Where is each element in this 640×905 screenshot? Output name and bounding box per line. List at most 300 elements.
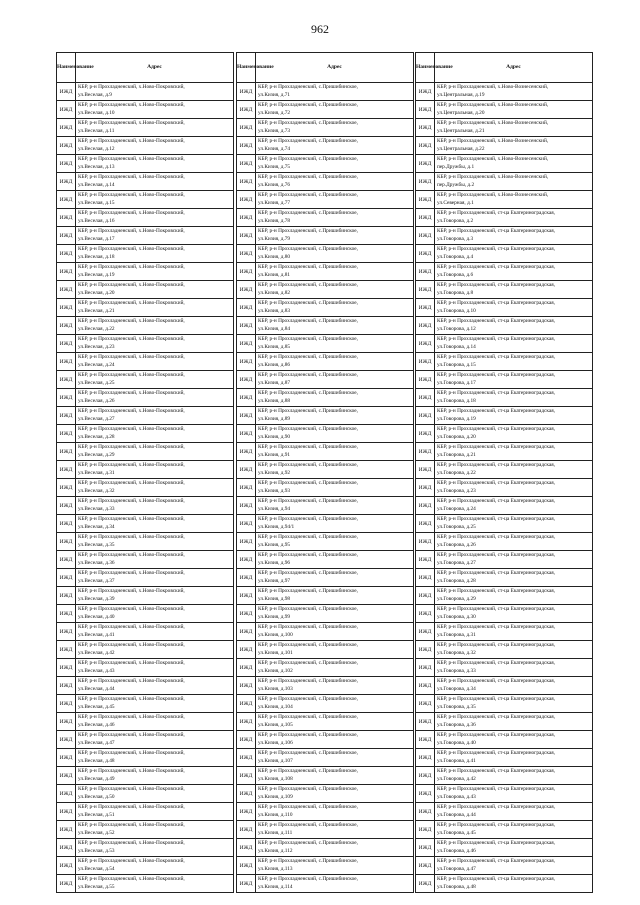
address-line-1: КБР, р-н Прохладненский, ст-ца Екатериноградская, xyxy=(437,498,556,504)
address-cell xyxy=(76,515,234,533)
table-row xyxy=(237,227,414,245)
object-kind-cell: ИЖД xyxy=(57,641,76,659)
address-line-2: ул.Кизия, д.72 xyxy=(258,110,291,116)
object-kind-cell: ИЖД xyxy=(237,263,256,281)
table-row xyxy=(237,317,414,335)
address-line-2: ул.Говорова, д.36 xyxy=(437,722,476,728)
table-row xyxy=(416,731,593,749)
address-line-1: КБР, р-н Прохладненский, ст-ца Екатериноградская, xyxy=(437,246,556,252)
object-kind-cell: ИЖД xyxy=(57,155,76,173)
table-row xyxy=(416,497,593,515)
table-row xyxy=(416,299,593,317)
table-row xyxy=(237,443,414,461)
address-line-1: КБР, р-н Прохладненский, ст-ца Екатериноградская, xyxy=(437,444,556,450)
address-line-1: КБР, р-н Прохладненский, с.Пришибинское, xyxy=(258,642,358,648)
address-cell xyxy=(256,191,414,209)
address-cell xyxy=(256,623,414,641)
table-row xyxy=(57,857,234,875)
address-line-1: КБР, р-н Прохладненский, с.Пришибинское, xyxy=(258,786,358,792)
address-line-2: ул.Веселая, д.27 xyxy=(78,416,115,422)
address-cell xyxy=(256,443,414,461)
table-row xyxy=(57,263,234,281)
object-kind-cell: ИЖД xyxy=(57,497,76,515)
table-row xyxy=(57,191,234,209)
table-row xyxy=(416,749,593,767)
address-line-1: КБР, р-н Прохладненский, х.Ново-Вознесенский, xyxy=(437,192,549,198)
address-cell xyxy=(76,479,234,497)
object-kind-cell: ИЖД xyxy=(416,533,435,551)
address-cell xyxy=(435,389,593,407)
address-line-1: КБР, р-н Прохладненский, х.Ново-Покровский, xyxy=(78,750,185,756)
object-kind-cell: ИЖД xyxy=(237,101,256,119)
address-line-2: ул.Кизия, д.101 xyxy=(258,650,293,656)
object-kind-cell: ИЖД xyxy=(57,533,76,551)
table-row xyxy=(237,407,414,425)
object-kind-cell: ИЖД xyxy=(57,317,76,335)
object-kind-cell: ИЖД xyxy=(237,623,256,641)
address-line-2: ул.Говорова, д.34 xyxy=(437,686,476,692)
address-line-2: ул.Говорова, д.43 xyxy=(437,794,476,800)
address-line-2: ул.Говорова, д.47 xyxy=(437,866,476,872)
header-address: Адрес xyxy=(76,53,234,83)
address-line-2: ул.Кизия, д.78 xyxy=(258,218,291,224)
object-kind-cell: ИЖД xyxy=(57,461,76,479)
object-kind-cell: ИЖД xyxy=(57,425,76,443)
object-kind-cell: ИЖД xyxy=(416,587,435,605)
address-line-2: ул.Веселая, д.43 xyxy=(78,668,115,674)
object-kind-cell: ИЖД xyxy=(237,497,256,515)
address-line-1: КБР, р-н Прохладненский, ст-ца Екатериноградская, xyxy=(437,768,556,774)
address-line-1: КБР, р-н Прохладненский, с.Пришибинское, xyxy=(258,750,358,756)
table-row xyxy=(416,101,593,119)
address-line-2: ул.Кизия, д.77 xyxy=(258,200,291,206)
address-line-1: КБР, р-н Прохладненский, ст-ца Екатериноградская, xyxy=(437,804,556,810)
object-kind-cell: ИЖД xyxy=(237,533,256,551)
address-line-1: КБР, р-н Прохладненский, с.Пришибинское, xyxy=(258,282,358,288)
address-line-2: ул.Говорова, д.25 xyxy=(437,524,476,530)
table-row xyxy=(416,479,593,497)
address-cell xyxy=(256,209,414,227)
address-cell xyxy=(435,443,593,461)
address-line-1: КБР, р-н Прохладненский, ст-ца Екатериноградская, xyxy=(437,408,556,414)
address-line-1: КБР, р-н Прохладненский, с.Пришибинское, xyxy=(258,840,358,846)
object-kind-cell: ИЖД xyxy=(57,821,76,839)
table-row xyxy=(416,443,593,461)
address-cell xyxy=(256,551,414,569)
address-cell xyxy=(256,731,414,749)
address-cell xyxy=(256,533,414,551)
table-row xyxy=(416,119,593,137)
address-cell xyxy=(76,227,234,245)
object-kind-cell: ИЖД xyxy=(57,263,76,281)
address-cell xyxy=(256,587,414,605)
table-row xyxy=(237,785,414,803)
address-cell xyxy=(76,857,234,875)
object-kind-cell: ИЖД xyxy=(416,371,435,389)
object-kind-cell: ИЖД xyxy=(237,659,256,677)
address-line-2: ул.Кизия, д.113 xyxy=(258,866,293,872)
address-cell xyxy=(256,101,414,119)
address-cell xyxy=(256,155,414,173)
object-kind-cell: ИЖД xyxy=(57,353,76,371)
address-line-1: КБР, р-н Прохладненский, с.Пришибинское, xyxy=(258,714,358,720)
address-line-2: ул.Говорова, д.6 xyxy=(437,272,474,278)
object-kind-cell: ИЖД xyxy=(57,137,76,155)
table-row xyxy=(57,875,234,893)
address-cell xyxy=(435,821,593,839)
address-line-2: ул.Говорова, д.42 xyxy=(437,776,476,782)
address-line-2: ул.Кизия, д.103 xyxy=(258,686,293,692)
table-row xyxy=(57,461,234,479)
object-kind-cell: ИЖД xyxy=(57,479,76,497)
table-row xyxy=(57,551,234,569)
address-line-1: КБР, р-н Прохладненский, ст-ца Екатериноградская, xyxy=(437,696,556,702)
object-kind-cell: ИЖД xyxy=(237,839,256,857)
address-line-2: ул.Веселая, д.45 xyxy=(78,704,115,710)
address-line-2: ул.Говорова, д.14 xyxy=(437,344,476,350)
address-line-2: ул.Кизия, д.80 xyxy=(258,254,291,260)
address-line-1: КБР, р-н Прохладненский, ст-ца Екатериноградская, xyxy=(437,732,556,738)
address-line-2: ул.Кизия, д.84 xyxy=(258,326,291,332)
header-kind: Наименование xyxy=(416,53,435,83)
address-cell xyxy=(76,443,234,461)
table-row xyxy=(416,839,593,857)
table-row xyxy=(57,119,234,137)
address-line-2: ул.Кизия, д.97 xyxy=(258,578,291,584)
address-line-1: КБР, р-н Прохладненский, х.Ново-Покровский, xyxy=(78,570,185,576)
address-line-1: КБР, р-н Прохладненский, х.Ново-Покровский, xyxy=(78,480,185,486)
address-cell xyxy=(435,839,593,857)
table-row xyxy=(237,551,414,569)
address-cell xyxy=(435,173,593,191)
address-cell xyxy=(256,821,414,839)
address-cell xyxy=(76,371,234,389)
address-line-2: ул.Веселая, д.48 xyxy=(78,758,115,764)
address-line-1: КБР, р-н Прохладненский, х.Ново-Покровский, xyxy=(78,192,185,198)
object-kind-cell: ИЖД xyxy=(57,173,76,191)
header-kind: Наименование xyxy=(237,53,256,83)
object-kind-cell: ИЖД xyxy=(57,83,76,101)
address-cell xyxy=(256,335,414,353)
object-kind-cell: ИЖД xyxy=(237,245,256,263)
address-line-1: КБР, р-н Прохладненский, х.Ново-Покровский, xyxy=(78,696,185,702)
object-kind-cell: ИЖД xyxy=(237,767,256,785)
table-row xyxy=(237,713,414,731)
address-line-2: ул.Говорова, д.21 xyxy=(437,452,476,458)
address-cell xyxy=(76,677,234,695)
address-cell xyxy=(256,497,414,515)
table-row xyxy=(57,497,234,515)
address-line-1: КБР, р-н Прохладненский, х.Ново-Вознесенский, xyxy=(437,120,549,126)
address-line-2: ул.Северная, д.1 xyxy=(437,200,474,206)
address-line-1: КБР, р-н Прохладненский, ст-ца Екатериноградская, xyxy=(437,282,556,288)
address-cell xyxy=(435,875,593,893)
address-line-2: ул.Кизия, д.110 xyxy=(258,812,293,818)
address-line-1: КБР, р-н Прохладненский, х.Ново-Покровский, xyxy=(78,264,185,270)
address-line-1: КБР, р-н Прохладненский, х.Ново-Покровский, xyxy=(78,102,185,108)
object-kind-cell: ИЖД xyxy=(57,659,76,677)
object-kind-cell: ИЖД xyxy=(416,137,435,155)
object-kind-cell: ИЖД xyxy=(237,299,256,317)
address-line-2: ул.Говорова, д.44 xyxy=(437,812,476,818)
table-row xyxy=(237,461,414,479)
address-cell xyxy=(435,119,593,137)
address-line-1: КБР, р-н Прохладненский, х.Ново-Покровский, xyxy=(78,156,185,162)
address-cell xyxy=(435,407,593,425)
table-row xyxy=(57,569,234,587)
address-line-2: ул.Говорова, д.35 xyxy=(437,704,476,710)
address-line-1: КБР, р-н Прохладненский, ст-ца Екатериноградская, xyxy=(437,318,556,324)
object-kind-cell: ИЖД xyxy=(237,641,256,659)
object-kind-cell: ИЖД xyxy=(237,857,256,875)
table-row xyxy=(237,263,414,281)
address-line-1: КБР, р-н Прохладненский, с.Пришибинское, xyxy=(258,822,358,828)
table-row xyxy=(237,641,414,659)
address-line-2: ул.Говорова, д.29 xyxy=(437,596,476,602)
address-cell xyxy=(435,227,593,245)
address-line-2: ул.Веселая, д.26 xyxy=(78,398,115,404)
address-cell xyxy=(435,281,593,299)
table-row xyxy=(237,731,414,749)
table-row xyxy=(237,101,414,119)
address-line-2: ул.Веселая, д.9 xyxy=(78,92,112,98)
address-line-1: КБР, р-н Прохладненский, х.Ново-Покровский, xyxy=(78,732,185,738)
address-cell xyxy=(76,245,234,263)
address-line-2: ул.Веселая, д.10 xyxy=(78,110,115,116)
address-line-2: ул.Говорова, д.45 xyxy=(437,830,476,836)
table-row xyxy=(416,641,593,659)
object-kind-cell: ИЖД xyxy=(57,677,76,695)
address-cell xyxy=(76,767,234,785)
object-kind-cell: ИЖД xyxy=(57,587,76,605)
address-line-2: ул.Веселая, д.13 xyxy=(78,164,115,170)
address-cell xyxy=(76,317,234,335)
address-cell xyxy=(76,281,234,299)
address-line-2: ул.Говорова, д.40 xyxy=(437,740,476,746)
address-line-2: ул.Веселая, д.18 xyxy=(78,254,115,260)
address-cell xyxy=(435,515,593,533)
address-line-1: КБР, р-н Прохладненский, ст-ца Екатериноградская, xyxy=(437,462,556,468)
address-line-1: КБР, р-н Прохладненский, с.Пришибинское, xyxy=(258,210,358,216)
address-cell xyxy=(76,803,234,821)
table-row xyxy=(237,155,414,173)
address-line-2: ул.Кизия, д.107 xyxy=(258,758,293,764)
address-line-1: КБР, р-н Прохладненский, х.Ново-Покровский, xyxy=(78,876,185,882)
address-cell xyxy=(435,731,593,749)
address-line-2: ул.Говорова, д.28 xyxy=(437,578,476,584)
table-row xyxy=(416,569,593,587)
address-line-1: КБР, р-н Прохладненский, ст-ца Екатериноградская, xyxy=(437,372,556,378)
address-line-2: ул.Говорова, д.17 xyxy=(437,380,476,386)
address-cell xyxy=(435,263,593,281)
address-cell xyxy=(435,641,593,659)
object-kind-cell: ИЖД xyxy=(57,407,76,425)
table-row xyxy=(416,551,593,569)
table-row xyxy=(57,767,234,785)
address-cell xyxy=(435,371,593,389)
address-cell xyxy=(256,245,414,263)
address-cell xyxy=(256,461,414,479)
address-line-1: КБР, р-н Прохладненский, с.Пришибинское, xyxy=(258,516,358,522)
address-line-1: КБР, р-н Прохладненский, с.Пришибинское, xyxy=(258,102,358,108)
address-line-1: КБР, р-н Прохладненский, ст-ца Екатериноградская, xyxy=(437,534,556,540)
address-line-1: КБР, р-н Прохладненский, с.Пришибинское, xyxy=(258,120,358,126)
table-row xyxy=(416,353,593,371)
table-row xyxy=(237,533,414,551)
object-kind-cell: ИЖД xyxy=(416,551,435,569)
address-line-2: ул.Кизия, д.106 xyxy=(258,740,293,746)
address-cell xyxy=(435,245,593,263)
address-line-1: КБР, р-н Прохладненский, с.Пришибинское, xyxy=(258,588,358,594)
object-kind-cell: ИЖД xyxy=(237,407,256,425)
address-line-1: КБР, р-н Прохладненский, с.Пришибинское, xyxy=(258,498,358,504)
object-kind-cell: ИЖД xyxy=(237,137,256,155)
address-line-1: КБР, р-н Прохладненский, х.Ново-Покровский, xyxy=(78,336,185,342)
address-line-1: КБР, р-н Прохладненский, с.Пришибинское, xyxy=(258,138,358,144)
address-line-2: ул.Веселая, д.51 xyxy=(78,812,115,818)
address-line-2: ул.Веселая, д.49 xyxy=(78,776,115,782)
address-line-2: ул.Говорова, д.8 xyxy=(437,290,474,296)
address-line-2: ул.Центральная, д.22 xyxy=(437,146,485,152)
address-line-1: КБР, р-н Прохладненский, с.Пришибинское, xyxy=(258,480,358,486)
address-line-2: ул.Веселая, д.55 xyxy=(78,884,115,890)
address-line-1: КБР, р-н Прохладненский, с.Пришибинское, xyxy=(258,264,358,270)
table-row xyxy=(57,623,234,641)
object-kind-cell: ИЖД xyxy=(237,353,256,371)
address-line-2: ул.Кизия, д.95 xyxy=(258,542,291,548)
address-line-2: ул.Говорова, д.15 xyxy=(437,362,476,368)
object-kind-cell: ИЖД xyxy=(416,335,435,353)
address-line-1: КБР, р-н Прохладненский, х.Ново-Покровский, xyxy=(78,372,185,378)
object-kind-cell: ИЖД xyxy=(237,371,256,389)
address-cell xyxy=(435,749,593,767)
table-row xyxy=(57,389,234,407)
object-kind-cell: ИЖД xyxy=(416,389,435,407)
address-line-2: ул.Говорова, д.33 xyxy=(437,668,476,674)
address-line-2: ул.Кизия, д.90 xyxy=(258,434,291,440)
address-line-1: КБР, р-н Прохладненский, х.Ново-Покровский, xyxy=(78,642,185,648)
address-line-1: КБР, р-н Прохладненский, с.Пришибинское, xyxy=(258,876,358,882)
object-kind-cell: ИЖД xyxy=(237,515,256,533)
table-row xyxy=(416,821,593,839)
address-line-1: КБР, р-н Прохладненский, с.Пришибинское, xyxy=(258,246,358,252)
table-row xyxy=(237,515,414,533)
address-line-2: ул.Веселая, д.21 xyxy=(78,308,115,314)
header-address: Адрес xyxy=(256,53,414,83)
address-line-1: КБР, р-н Прохладненский, х.Ново-Покровский, xyxy=(78,246,185,252)
address-line-2: ул.Кизия, д.112 xyxy=(258,848,293,854)
object-kind-cell: ИЖД xyxy=(416,641,435,659)
address-line-2: ул.Веселая, д.15 xyxy=(78,200,115,206)
address-line-1: КБР, р-н Прохладненский, ст-ца Екатериноградская, xyxy=(437,858,556,864)
object-kind-cell: ИЖД xyxy=(237,209,256,227)
table-row xyxy=(57,821,234,839)
table-row xyxy=(237,803,414,821)
table-row xyxy=(57,731,234,749)
address-line-2: ул.Кизия, д.88 xyxy=(258,398,291,404)
table-row xyxy=(57,695,234,713)
address-line-2: ул.Кизия, д.102 xyxy=(258,668,293,674)
object-kind-cell: ИЖД xyxy=(237,389,256,407)
address-cell xyxy=(76,785,234,803)
address-line-2: ул.Веселая, д.24 xyxy=(78,362,115,368)
address-line-1: КБР, р-н Прохладненский, ст-ца Екатериноградская, xyxy=(437,552,556,558)
address-cell xyxy=(76,731,234,749)
address-cell xyxy=(76,875,234,893)
address-line-2: ул.Веселая, д.37 xyxy=(78,578,115,584)
address-cell xyxy=(256,263,414,281)
object-kind-cell: ИЖД xyxy=(416,875,435,893)
table-row xyxy=(57,83,234,101)
object-kind-cell: ИЖД xyxy=(57,695,76,713)
object-kind-cell: ИЖД xyxy=(237,785,256,803)
table-row xyxy=(416,767,593,785)
address-cell xyxy=(76,263,234,281)
table-row xyxy=(237,137,414,155)
object-kind-cell: ИЖД xyxy=(416,101,435,119)
address-cell xyxy=(256,299,414,317)
object-kind-cell: ИЖД xyxy=(416,695,435,713)
table-row xyxy=(237,767,414,785)
table-row xyxy=(57,245,234,263)
address-line-2: ул.Кизия, д.93 xyxy=(258,488,291,494)
address-cell xyxy=(435,137,593,155)
table-row xyxy=(416,875,593,893)
table-row xyxy=(416,83,593,101)
address-cell xyxy=(256,281,414,299)
address-line-2: пер.Дружбы, д.2 xyxy=(437,182,475,188)
address-line-2: ул.Говорова, д.10 xyxy=(437,308,476,314)
address-line-2: ул.Говорова, д.20 xyxy=(437,434,476,440)
table-row xyxy=(237,749,414,767)
table-row xyxy=(57,155,234,173)
address-line-1: КБР, р-н Прохладненский, с.Пришибинское, xyxy=(258,678,358,684)
object-kind-cell: ИЖД xyxy=(237,443,256,461)
table-row xyxy=(416,335,593,353)
object-kind-cell: ИЖД xyxy=(57,623,76,641)
address-line-2: ул.Кизия, д.108 xyxy=(258,776,293,782)
address-line-2: ул.Кизия, д.89 xyxy=(258,416,291,422)
object-kind-cell: ИЖД xyxy=(416,317,435,335)
address-cell xyxy=(76,209,234,227)
table-row xyxy=(237,371,414,389)
object-kind-cell: ИЖД xyxy=(237,875,256,893)
object-kind-cell: ИЖД xyxy=(416,569,435,587)
address-line-2: ул.Веселая, д.29 xyxy=(78,452,115,458)
address-cell xyxy=(435,479,593,497)
address-line-2: ул.Говорова, д.31 xyxy=(437,632,476,638)
address-line-1: КБР, р-н Прохладненский, х.Ново-Покровский, xyxy=(78,840,185,846)
address-line-2: ул.Веселая, д.22 xyxy=(78,326,115,332)
table-row xyxy=(57,281,234,299)
address-line-2: ул.Говорова, д.4 xyxy=(437,254,474,260)
object-kind-cell: ИЖД xyxy=(416,353,435,371)
object-kind-cell: ИЖД xyxy=(416,83,435,101)
table-row xyxy=(237,173,414,191)
address-cell xyxy=(435,209,593,227)
address-cell xyxy=(76,713,234,731)
table-row xyxy=(57,515,234,533)
address-line-1: КБР, р-н Прохладненский, х.Ново-Покровский, xyxy=(78,228,185,234)
table-row xyxy=(57,299,234,317)
object-kind-cell: ИЖД xyxy=(416,245,435,263)
address-line-1: КБР, р-н Прохладненский, х.Ново-Вознесенский, xyxy=(437,84,549,90)
table-row xyxy=(237,353,414,371)
object-kind-cell: ИЖД xyxy=(57,299,76,317)
address-line-2: ул.Кизия, д.94/1 xyxy=(258,524,295,530)
table-row xyxy=(57,785,234,803)
address-cell xyxy=(256,227,414,245)
